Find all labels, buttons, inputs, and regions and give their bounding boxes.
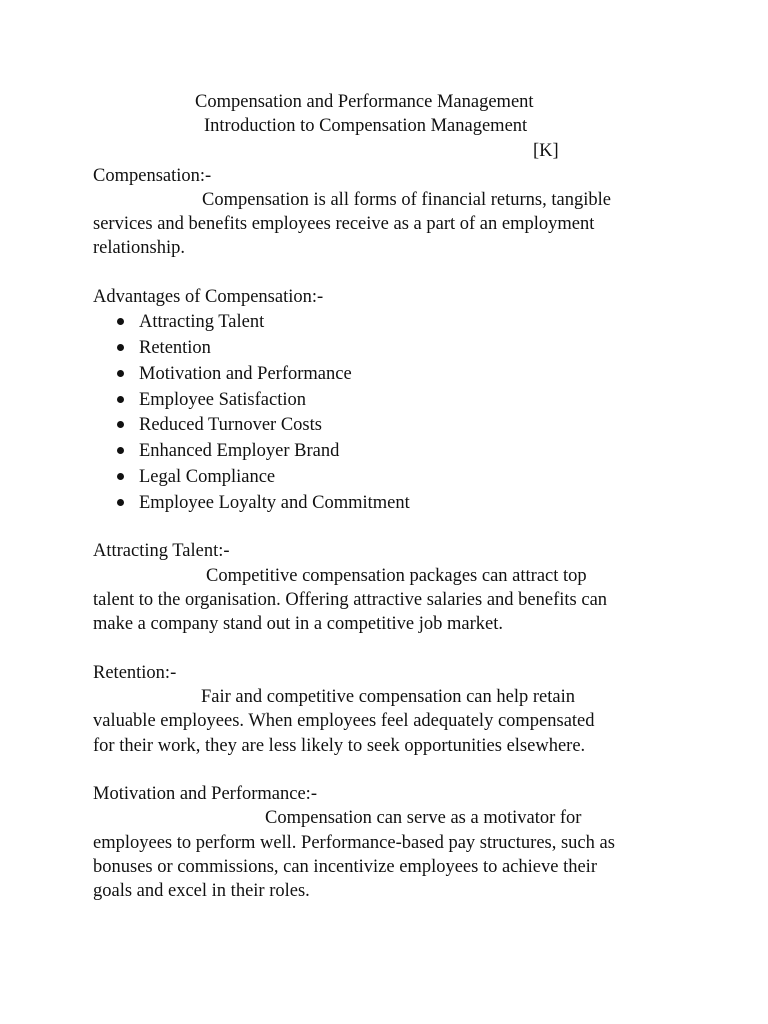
bullet-icon	[117, 344, 124, 351]
bullet-icon	[117, 421, 124, 428]
list-item: Enhanced Employer Brand	[139, 441, 340, 461]
paragraph-line: make a company stand out in a competitive job market.	[93, 614, 503, 634]
paragraph-line: talent to the organisation. Offering attractive salaries and benefits can	[93, 590, 608, 610]
section-heading-compensation: Compensation:-	[93, 166, 212, 186]
list-item: Employee Satisfaction	[139, 390, 306, 410]
paragraph-line: relationship.	[93, 238, 185, 258]
list-item: Employee Loyalty and Commitment	[139, 493, 410, 513]
bullet-icon	[117, 318, 124, 325]
paragraph-line: valuable employees. When employees feel adequately compensated	[93, 711, 595, 731]
list-item: Reduced Turnover Costs	[139, 415, 322, 435]
bullet-icon	[117, 370, 124, 377]
bullet-icon	[117, 499, 124, 506]
document-subtitle: Introduction to Compensation Management	[204, 116, 528, 136]
section-heading-attracting-talent: Attracting Talent:-	[93, 541, 230, 561]
document-title: Compensation and Performance Management	[195, 92, 534, 112]
list-item: Retention	[139, 338, 211, 358]
bullet-icon	[117, 473, 124, 480]
paragraph-line: bonuses or commissions, can incentivize employees to achieve their	[93, 857, 597, 877]
bullet-icon	[117, 447, 124, 454]
paragraph-line: Compensation is all forms of financial returns, tangible	[202, 190, 611, 210]
list-item: Legal Compliance	[139, 467, 276, 487]
paragraph-line: goals and excel in their roles.	[93, 881, 310, 901]
paragraph-line: services and benefits employees receive as a part of an employment	[93, 214, 595, 234]
paragraph-line: Competitive compensation packages can attract top	[206, 566, 587, 586]
section-heading-retention: Retention:-	[93, 663, 177, 683]
knowledge-marker: [K]	[533, 141, 559, 161]
paragraph-line: employees to perform well. Performance-based pay structures, such as	[93, 833, 615, 853]
paragraph-line: for their work, they are less likely to seek opportunities elsewhere.	[93, 736, 586, 756]
list-item: Motivation and Performance	[139, 364, 352, 384]
list-item: Attracting Talent	[139, 312, 265, 332]
paragraph-line: Fair and competitive compensation can help retain	[201, 687, 575, 707]
section-heading-motivation: Motivation and Performance:-	[93, 784, 317, 804]
section-heading-advantages: Advantages of Compensation:-	[93, 287, 324, 307]
paragraph-line: Compensation can serve as a motivator for	[265, 808, 582, 828]
bullet-icon	[117, 396, 124, 403]
